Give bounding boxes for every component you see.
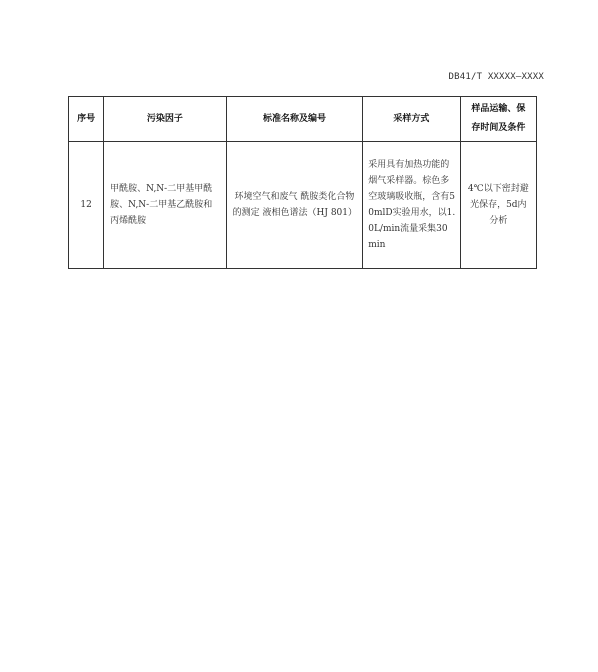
- table-header-row: [69, 97, 537, 142]
- header-method: 采样方式: [363, 97, 460, 142]
- cell-pollutant: 甲酰胺、N,N-二甲基甲酰胺、N,N-二甲基乙酰胺和丙烯酰胺: [104, 142, 227, 269]
- header-pollutant: 污染因子: [104, 97, 227, 142]
- header-storage-line2: 存时间及条件: [471, 123, 526, 133]
- header-seq: 序号: [69, 97, 104, 142]
- document-code: DB41/T XXXXX—XXXX: [448, 72, 544, 82]
- header-standard: 标准名称及编号: [226, 97, 363, 142]
- cell-seq: 12: [69, 142, 104, 269]
- cell-storage: 4℃以下密封避光保存，5d内分析: [460, 142, 536, 269]
- table-row: [69, 142, 537, 269]
- cell-method: 采用具有加热功能的烟气采样器。棕色多空玻璃吸收瓶，含有50mlD实验用水，以1.0L/min流量采集30min: [363, 142, 460, 269]
- cell-standard: 环境空气和废气 酰胺类化合物的测定 液相色谱法（HJ 801）: [226, 142, 363, 269]
- header-storage-line1: 样品运输、保: [471, 104, 526, 114]
- header-storage: [460, 97, 536, 142]
- sampling-methods-table: [68, 96, 537, 269]
